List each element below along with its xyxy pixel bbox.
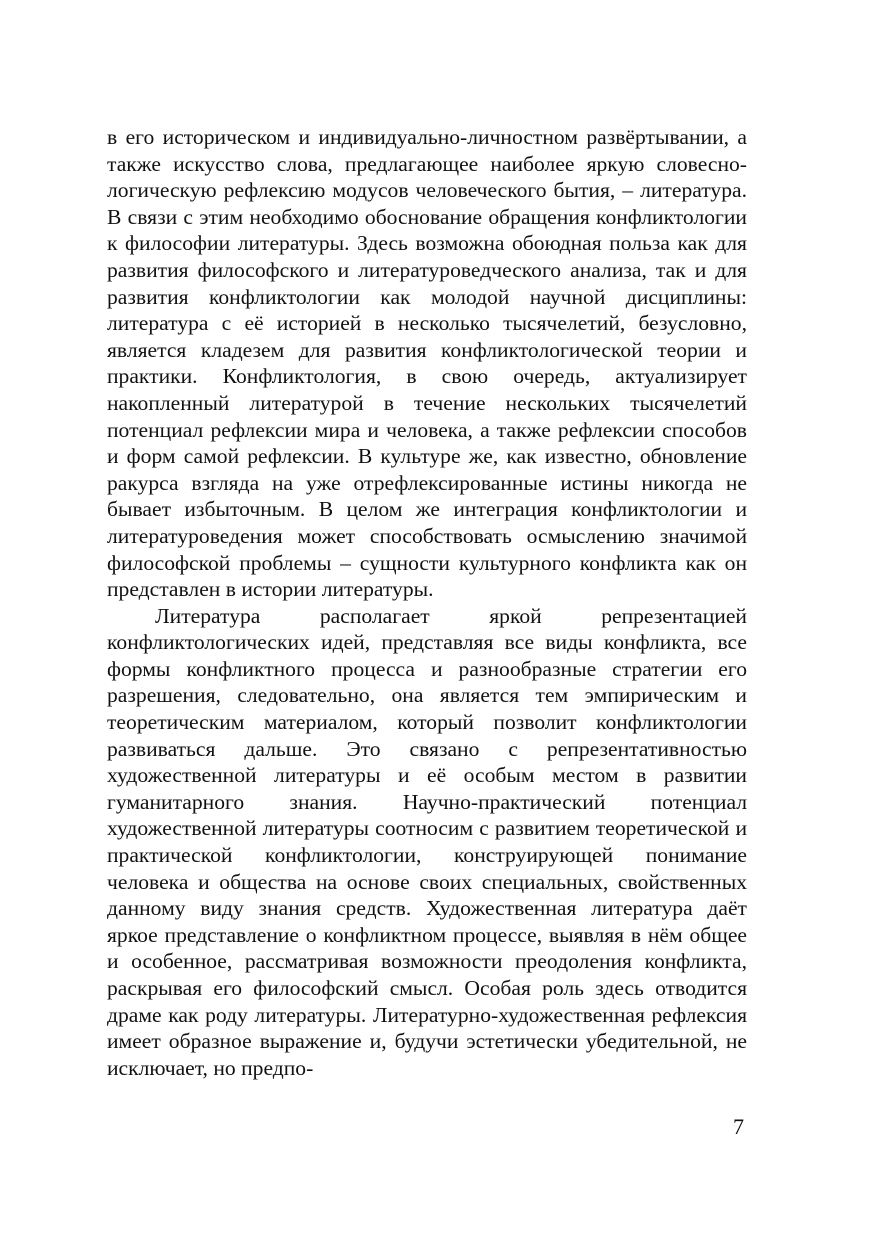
paragraph-1: в его историческом и индивидуально-личностном развёртывании, а также искусство слова, предлагающее наиболее яркую словесно-логическую рефлексию модусов человеческого бытия, – литература. В связи с этим необходимо обоснование обращения конфликтологии к философии литературы. Здесь возможна обоюдная польза как для развития философского и литературоведческого анализа, так и для развития конфликтологии как молодой научной дисциплины: литература с её историей в несколько тысячелетий, безусловно, является кладезем для развития конфликтологической теории и практики. Конфликтология, в свою очередь, актуализирует накопленный литературой в течение нескольких тысячелетий потенциал рефлексии мира и человека, а также рефлексии способов и форм самой рефлексии. В культуре же, как известно, обновление ракурса взгляда на уже отрефлексированные истины никогда не бывает избыточным. В целом же интеграция конфликтологии и литературоведения может способствовать осмыслению значимой философской проблемы – сущности культурного конфликта как он представлен в истории литературы. — [107, 125, 747, 602]
body-text — [107, 124, 747, 1081]
paragraph-2: Литература располагает яркой репрезентацией конфликтологических идей, представляя все виды конфликта, все формы конфликтного процесса и разнообразные стратегии его разрешения, следовательно, она является тем эмпирическим и теоретическим материалом, который позволит конфликтологии развиваться дальше. Это связано с репрезентативностью художественной литературы и её особым местом в развитии гуманитарного знания. Научно-практический потенциал художественной литературы соотносим с развитием теоретической и практической конфликтологии, конструирующей понимание человека и общества на основе своих специальных, свойственных данному виду знания средств. Художественная литература даёт яркое представление о конфликтном процессе, выявляя в нём общее и особенное, рассматривая возможности преодоления конфликта, раскрывая его философский смысл. Особая роль здесь отводится драме как роду литературы. Литературно-художественная рефлексия имеет образное выражение и, будучи эстетически убедительной, не исключает, но предпо- — [107, 603, 747, 1080]
page-number: 7 — [733, 1114, 744, 1139]
